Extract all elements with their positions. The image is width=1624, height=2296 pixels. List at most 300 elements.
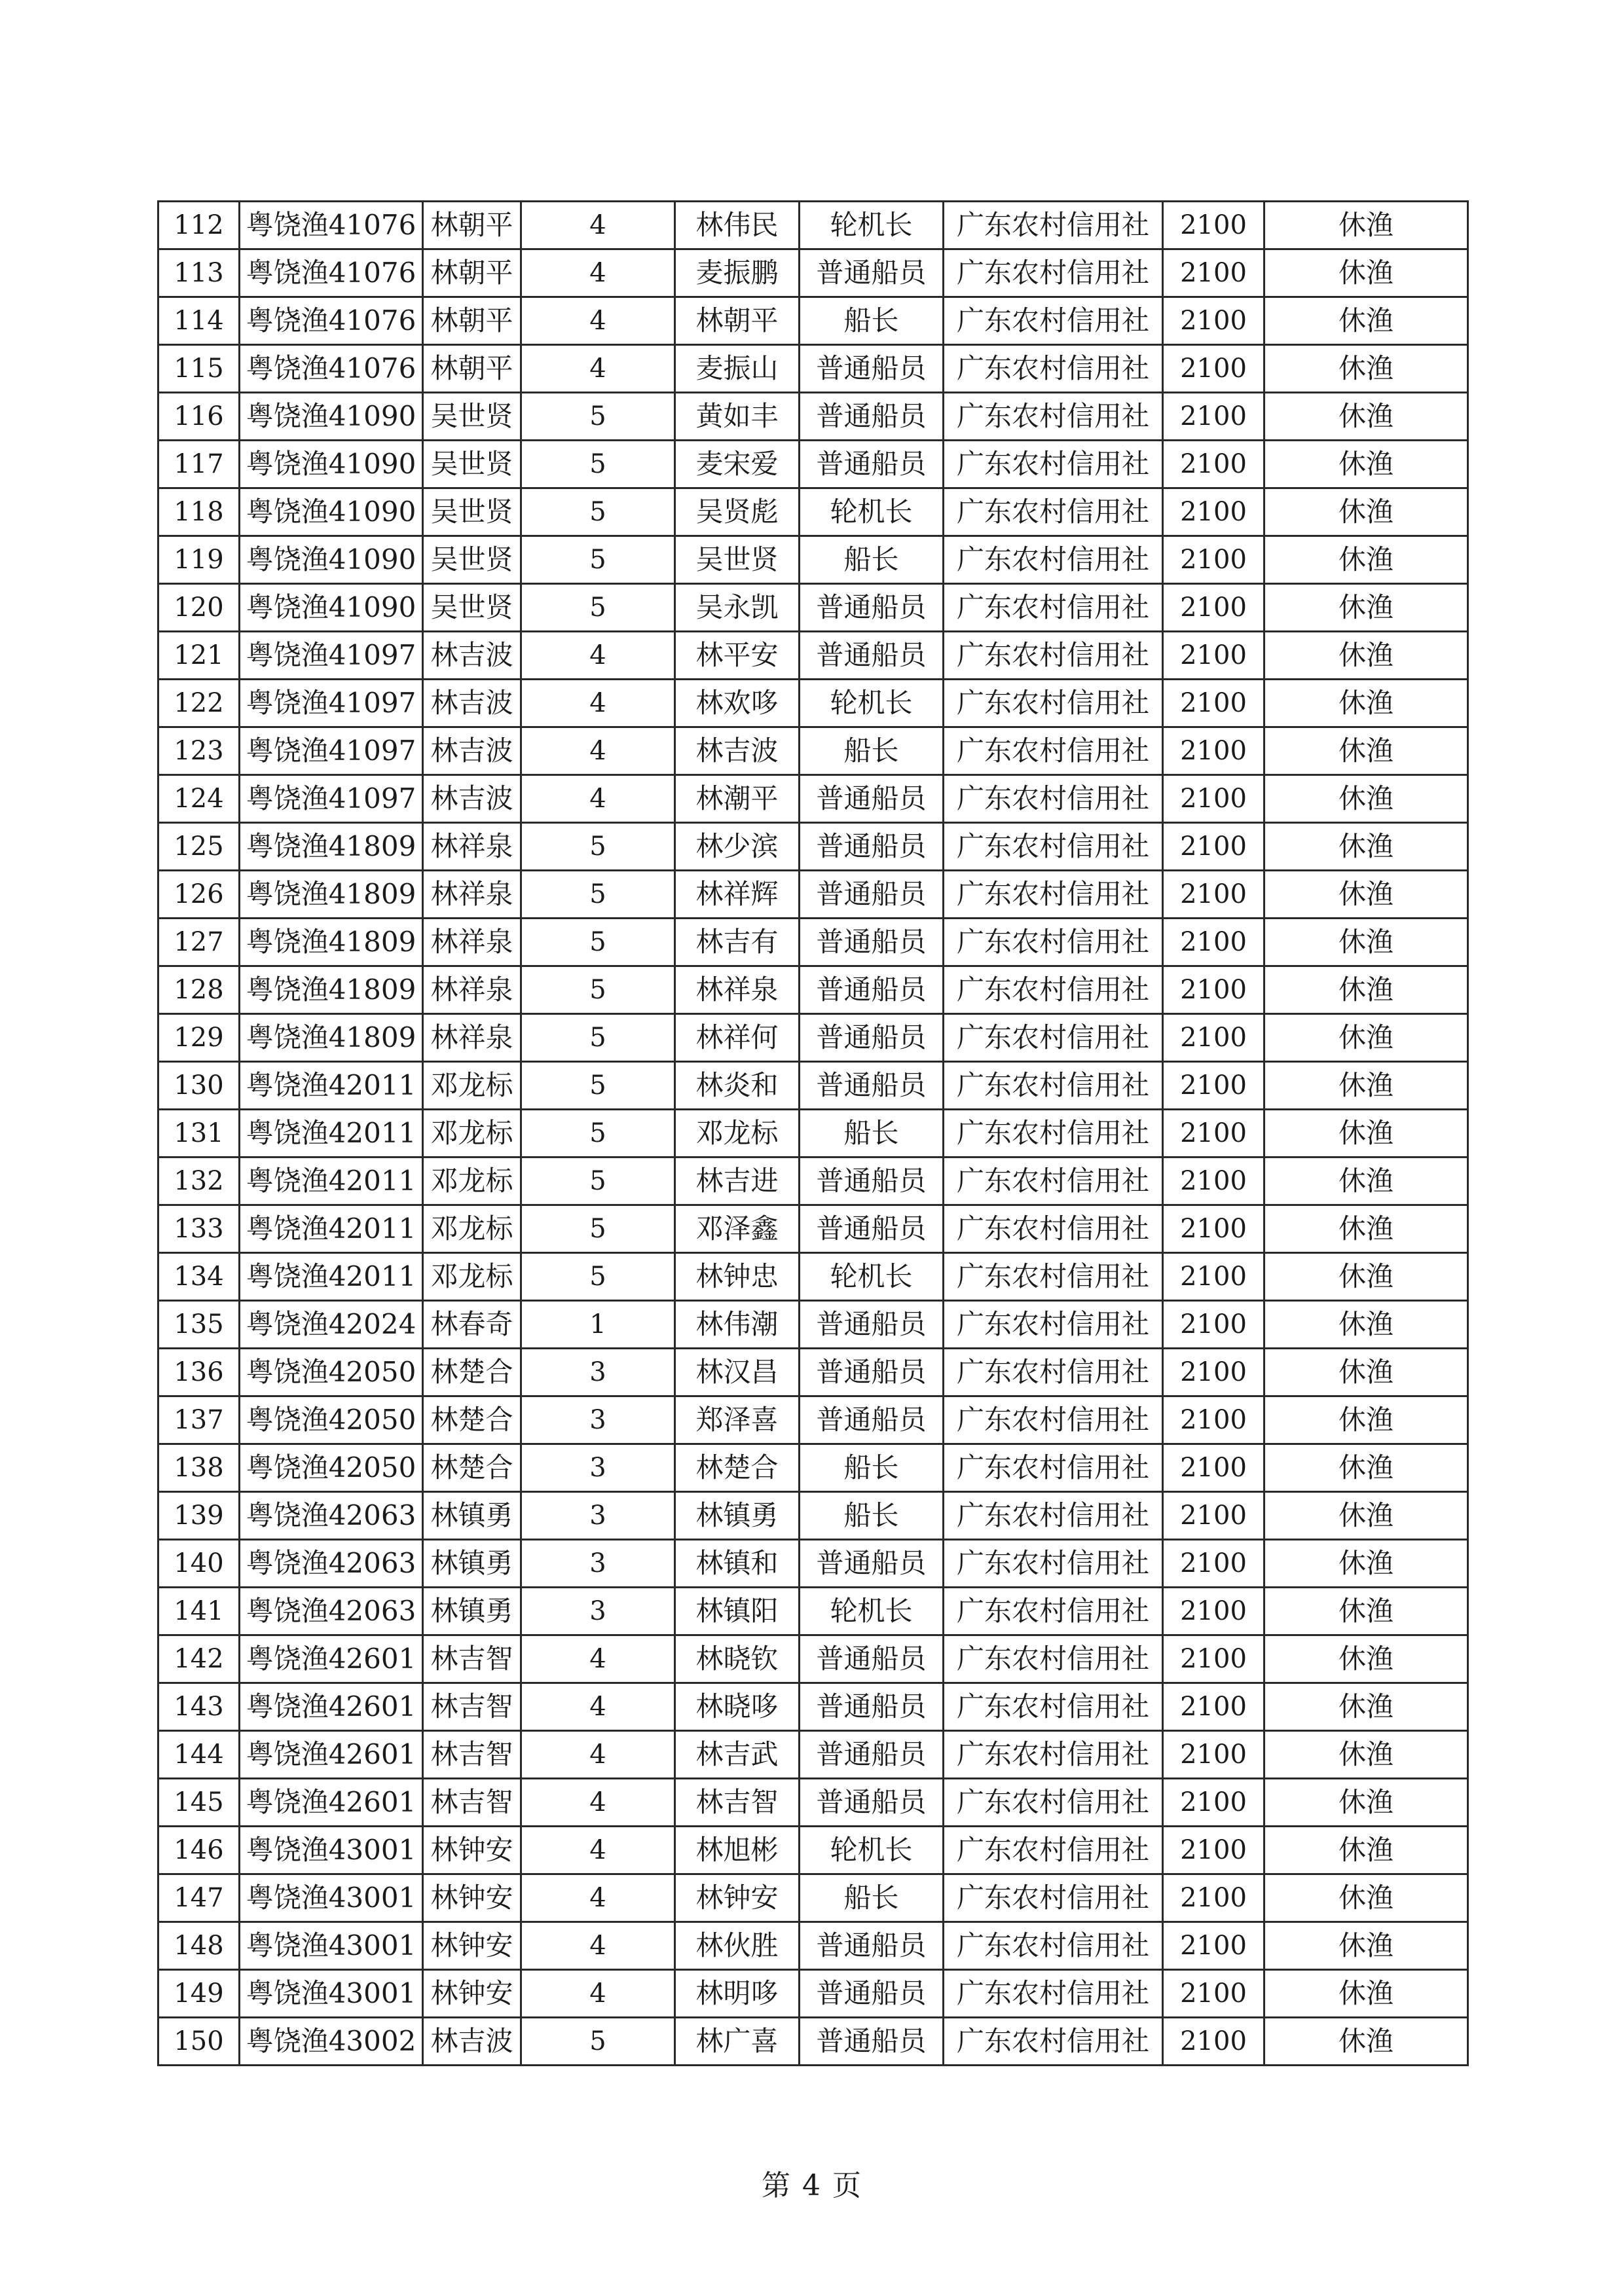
vessel-number-cell: 粤饶渔41076 [240, 249, 423, 297]
vessel-owner-cell: 吴世贤 [423, 536, 521, 584]
crew-count-cell: 5 [521, 966, 675, 1014]
table-row [158, 632, 1468, 680]
vessel-owner-cell: 林吉波 [423, 2018, 521, 2066]
amount-cell: 2100 [1163, 1014, 1264, 1062]
bank-cell: 广东农村信用社 [944, 1540, 1163, 1588]
bank-cell: 广东农村信用社 [944, 2018, 1163, 2066]
amount-cell: 2100 [1163, 202, 1264, 249]
amount-cell: 2100 [1163, 393, 1264, 441]
table-row [158, 1157, 1468, 1205]
crew-name-cell: 林少滨 [675, 823, 800, 871]
amount-cell: 2100 [1163, 1396, 1264, 1444]
crew-count-cell: 3 [521, 1349, 675, 1396]
crew-name-cell: 吴世贤 [675, 536, 800, 584]
bank-cell: 广东农村信用社 [944, 584, 1163, 632]
bank-cell: 广东农村信用社 [944, 1205, 1163, 1253]
row-number-cell: 147 [158, 1874, 240, 1922]
row-number-cell: 127 [158, 919, 240, 966]
crew-role-cell: 轮机长 [800, 488, 944, 536]
crew-role-cell: 普通船员 [800, 393, 944, 441]
row-number-cell: 131 [158, 1110, 240, 1157]
vessel-number-cell: 粤饶渔41076 [240, 297, 423, 345]
crew-name-cell: 林平安 [675, 632, 800, 680]
amount-cell: 2100 [1163, 584, 1264, 632]
bank-cell: 广东农村信用社 [944, 1444, 1163, 1492]
table-row [158, 1970, 1468, 2018]
amount-cell: 2100 [1163, 680, 1264, 727]
subsidy-type-cell: 休渔 [1264, 1922, 1468, 1970]
amount-cell: 2100 [1163, 1062, 1264, 1110]
amount-cell: 2100 [1163, 1874, 1264, 1922]
crew-name-cell: 林吉波 [675, 727, 800, 775]
crew-role-cell: 普通船员 [800, 1731, 944, 1779]
amount-cell: 2100 [1163, 1779, 1264, 1827]
bank-cell: 广东农村信用社 [944, 1157, 1163, 1205]
subsidy-type-cell: 休渔 [1264, 1205, 1468, 1253]
vessel-number-cell: 粤饶渔42063 [240, 1588, 423, 1635]
vessel-number-cell: 粤饶渔42011 [240, 1110, 423, 1157]
crew-role-cell: 普通船员 [800, 1635, 944, 1683]
crew-count-cell: 5 [521, 1062, 675, 1110]
table-row [158, 202, 1468, 249]
row-number-cell: 145 [158, 1779, 240, 1827]
table-row [158, 441, 1468, 488]
vessel-owner-cell: 邓龙标 [423, 1253, 521, 1301]
crew-name-cell: 邓龙标 [675, 1110, 800, 1157]
row-number-cell: 134 [158, 1253, 240, 1301]
crew-role-cell: 普通船员 [800, 1779, 944, 1827]
vessel-number-cell: 粤饶渔42601 [240, 1779, 423, 1827]
amount-cell: 2100 [1163, 1540, 1264, 1588]
crew-count-cell: 5 [521, 2018, 675, 2066]
subsidy-type-cell: 休渔 [1264, 919, 1468, 966]
crew-role-cell: 轮机长 [800, 1253, 944, 1301]
vessel-number-cell: 粤饶渔41809 [240, 919, 423, 966]
vessel-number-cell: 粤饶渔41090 [240, 488, 423, 536]
row-number-cell: 125 [158, 823, 240, 871]
table-row [158, 919, 1468, 966]
amount-cell: 2100 [1163, 1205, 1264, 1253]
vessel-owner-cell: 林钟安 [423, 1922, 521, 1970]
vessel-number-cell: 粤饶渔41076 [240, 202, 423, 249]
crew-count-cell: 5 [521, 536, 675, 584]
vessel-number-cell: 粤饶渔42050 [240, 1349, 423, 1396]
crew-role-cell: 船长 [800, 536, 944, 584]
row-number-cell: 129 [158, 1014, 240, 1062]
subsidy-type-cell: 休渔 [1264, 1396, 1468, 1444]
table-row [158, 1635, 1468, 1683]
crew-name-cell: 林伙胜 [675, 1922, 800, 1970]
bank-cell: 广东农村信用社 [944, 823, 1163, 871]
crew-role-cell: 船长 [800, 1492, 944, 1540]
subsidy-type-cell: 休渔 [1264, 1157, 1468, 1205]
crew-name-cell: 麦振山 [675, 345, 800, 393]
vessel-owner-cell: 林祥泉 [423, 1014, 521, 1062]
vessel-number-cell: 粤饶渔42011 [240, 1205, 423, 1253]
crew-name-cell: 林潮平 [675, 775, 800, 823]
amount-cell: 2100 [1163, 1683, 1264, 1731]
row-number-cell: 133 [158, 1205, 240, 1253]
crew-count-cell: 4 [521, 249, 675, 297]
amount-cell: 2100 [1163, 441, 1264, 488]
vessel-number-cell: 粤饶渔41090 [240, 536, 423, 584]
subsidy-type-cell: 休渔 [1264, 966, 1468, 1014]
vessel-number-cell: 粤饶渔41809 [240, 1014, 423, 1062]
crew-count-cell: 1 [521, 1301, 675, 1349]
crew-role-cell: 普通船员 [800, 871, 944, 919]
crew-count-cell: 3 [521, 1540, 675, 1588]
subsidy-type-cell: 休渔 [1264, 871, 1468, 919]
crew-role-cell: 船长 [800, 1874, 944, 1922]
table-row [158, 584, 1468, 632]
vessel-number-cell: 粤饶渔42050 [240, 1396, 423, 1444]
vessel-number-cell: 粤饶渔41097 [240, 632, 423, 680]
row-number-cell: 139 [158, 1492, 240, 1540]
bank-cell: 广东农村信用社 [944, 536, 1163, 584]
amount-cell: 2100 [1163, 1444, 1264, 1492]
table-row [158, 1683, 1468, 1731]
subsidy-type-cell: 休渔 [1264, 1540, 1468, 1588]
crew-count-cell: 5 [521, 488, 675, 536]
amount-cell: 2100 [1163, 249, 1264, 297]
row-number-cell: 116 [158, 393, 240, 441]
table-row [158, 536, 1468, 584]
vessel-owner-cell: 林朝平 [423, 297, 521, 345]
vessel-number-cell: 粤饶渔41090 [240, 441, 423, 488]
subsidy-type-cell: 休渔 [1264, 823, 1468, 871]
vessel-owner-cell: 吴世贤 [423, 393, 521, 441]
crew-role-cell: 轮机长 [800, 680, 944, 727]
vessel-owner-cell: 林春奇 [423, 1301, 521, 1349]
vessel-owner-cell: 林祥泉 [423, 823, 521, 871]
crew-name-cell: 麦振鹏 [675, 249, 800, 297]
amount-cell: 2100 [1163, 1157, 1264, 1205]
table-row [158, 1110, 1468, 1157]
amount-cell: 2100 [1163, 871, 1264, 919]
bank-cell: 广东农村信用社 [944, 871, 1163, 919]
crew-name-cell: 林钟忠 [675, 1253, 800, 1301]
subsidy-type-cell: 休渔 [1264, 1683, 1468, 1731]
vessel-owner-cell: 林朝平 [423, 202, 521, 249]
bank-cell: 广东农村信用社 [944, 727, 1163, 775]
bank-cell: 广东农村信用社 [944, 1253, 1163, 1301]
crew-count-cell: 5 [521, 441, 675, 488]
vessel-number-cell: 粤饶渔42024 [240, 1301, 423, 1349]
subsidy-type-cell: 休渔 [1264, 1588, 1468, 1635]
vessel-number-cell: 粤饶渔43001 [240, 1874, 423, 1922]
amount-cell: 2100 [1163, 1635, 1264, 1683]
amount-cell: 2100 [1163, 823, 1264, 871]
crew-name-cell: 林祥辉 [675, 871, 800, 919]
row-number-cell: 143 [158, 1683, 240, 1731]
bank-cell: 广东农村信用社 [944, 1683, 1163, 1731]
crew-count-cell: 5 [521, 1014, 675, 1062]
subsidy-type-cell: 休渔 [1264, 584, 1468, 632]
vessel-number-cell: 粤饶渔41097 [240, 680, 423, 727]
subsidy-type-cell: 休渔 [1264, 1253, 1468, 1301]
row-number-cell: 141 [158, 1588, 240, 1635]
table-row [158, 393, 1468, 441]
crew-count-cell: 5 [521, 823, 675, 871]
table-row [158, 345, 1468, 393]
row-number-cell: 121 [158, 632, 240, 680]
subsidy-type-cell: 休渔 [1264, 1444, 1468, 1492]
vessel-owner-cell: 林吉波 [423, 727, 521, 775]
vessel-number-cell: 粤饶渔41076 [240, 345, 423, 393]
page-number: 第 4 页 [762, 2169, 862, 2202]
crew-name-cell: 郑泽喜 [675, 1396, 800, 1444]
amount-cell: 2100 [1163, 966, 1264, 1014]
subsidy-roster-table [157, 200, 1469, 2066]
crew-name-cell: 麦宋爱 [675, 441, 800, 488]
bank-cell: 广东农村信用社 [944, 1492, 1163, 1540]
vessel-owner-cell: 林楚合 [423, 1444, 521, 1492]
vessel-owner-cell: 林吉智 [423, 1683, 521, 1731]
subsidy-type-cell: 休渔 [1264, 1014, 1468, 1062]
bank-cell: 广东农村信用社 [944, 1588, 1163, 1635]
subsidy-type-cell: 休渔 [1264, 1731, 1468, 1779]
crew-name-cell: 林旭彬 [675, 1827, 800, 1874]
table-row [158, 297, 1468, 345]
row-number-cell: 119 [158, 536, 240, 584]
crew-count-cell: 3 [521, 1588, 675, 1635]
crew-role-cell: 普通船员 [800, 1301, 944, 1349]
crew-name-cell: 林吉武 [675, 1731, 800, 1779]
vessel-number-cell: 粤饶渔42050 [240, 1444, 423, 1492]
vessel-owner-cell: 林朝平 [423, 345, 521, 393]
vessel-owner-cell: 林祥泉 [423, 919, 521, 966]
bank-cell: 广东农村信用社 [944, 1301, 1163, 1349]
vessel-number-cell: 粤饶渔42063 [240, 1492, 423, 1540]
crew-role-cell: 轮机长 [800, 1827, 944, 1874]
crew-count-cell: 4 [521, 1779, 675, 1827]
vessel-owner-cell: 林钟安 [423, 1827, 521, 1874]
crew-role-cell: 普通船员 [800, 1014, 944, 1062]
vessel-owner-cell: 林钟安 [423, 1970, 521, 2018]
subsidy-type-cell: 休渔 [1264, 202, 1468, 249]
row-number-cell: 146 [158, 1827, 240, 1874]
bank-cell: 广东农村信用社 [944, 1349, 1163, 1396]
crew-count-cell: 4 [521, 202, 675, 249]
crew-name-cell: 邓泽鑫 [675, 1205, 800, 1253]
row-number-cell: 132 [158, 1157, 240, 1205]
subsidy-type-cell: 休渔 [1264, 680, 1468, 727]
crew-count-cell: 4 [521, 1635, 675, 1683]
subsidy-type-cell: 休渔 [1264, 1110, 1468, 1157]
amount-cell: 2100 [1163, 1922, 1264, 1970]
row-number-cell: 142 [158, 1635, 240, 1683]
crew-role-cell: 普通船员 [800, 1062, 944, 1110]
subsidy-type-cell: 休渔 [1264, 345, 1468, 393]
vessel-owner-cell: 林祥泉 [423, 966, 521, 1014]
crew-name-cell: 林晓哆 [675, 1683, 800, 1731]
table-row [158, 488, 1468, 536]
crew-count-cell: 4 [521, 1827, 675, 1874]
vessel-number-cell: 粤饶渔42601 [240, 1731, 423, 1779]
subsidy-type-cell: 休渔 [1264, 727, 1468, 775]
crew-count-cell: 4 [521, 345, 675, 393]
roster-body [158, 202, 1468, 2066]
crew-name-cell: 吴永凯 [675, 584, 800, 632]
crew-name-cell: 林吉智 [675, 1779, 800, 1827]
bank-cell: 广东农村信用社 [944, 1779, 1163, 1827]
row-number-cell: 137 [158, 1396, 240, 1444]
vessel-owner-cell: 林镇勇 [423, 1492, 521, 1540]
crew-count-cell: 4 [521, 727, 675, 775]
row-number-cell: 130 [158, 1062, 240, 1110]
amount-cell: 2100 [1163, 1301, 1264, 1349]
vessel-number-cell: 粤饶渔43001 [240, 1827, 423, 1874]
table-row [158, 249, 1468, 297]
crew-name-cell: 林炎和 [675, 1062, 800, 1110]
row-number-cell: 126 [158, 871, 240, 919]
table-row [158, 966, 1468, 1014]
table-row [158, 1827, 1468, 1874]
table-row [158, 680, 1468, 727]
vessel-owner-cell: 林吉智 [423, 1635, 521, 1683]
table-row [158, 1062, 1468, 1110]
subsidy-type-cell: 休渔 [1264, 297, 1468, 345]
vessel-owner-cell: 林钟安 [423, 1874, 521, 1922]
table-row [158, 1779, 1468, 1827]
amount-cell: 2100 [1163, 727, 1264, 775]
bank-cell: 广东农村信用社 [944, 249, 1163, 297]
amount-cell: 2100 [1163, 1349, 1264, 1396]
amount-cell: 2100 [1163, 488, 1264, 536]
crew-count-cell: 4 [521, 297, 675, 345]
vessel-number-cell: 粤饶渔42011 [240, 1157, 423, 1205]
amount-cell: 2100 [1163, 297, 1264, 345]
crew-name-cell: 林朝平 [675, 297, 800, 345]
crew-role-cell: 普通船员 [800, 1922, 944, 1970]
table-row [158, 1922, 1468, 1970]
row-number-cell: 140 [158, 1540, 240, 1588]
vessel-owner-cell: 林吉波 [423, 632, 521, 680]
subsidy-type-cell: 休渔 [1264, 632, 1468, 680]
row-number-cell: 149 [158, 1970, 240, 2018]
crew-role-cell: 普通船员 [800, 823, 944, 871]
amount-cell: 2100 [1163, 1970, 1264, 2018]
vessel-owner-cell: 林祥泉 [423, 871, 521, 919]
crew-count-cell: 3 [521, 1492, 675, 1540]
bank-cell: 广东农村信用社 [944, 1827, 1163, 1874]
table-row [158, 1731, 1468, 1779]
row-number-cell: 117 [158, 441, 240, 488]
vessel-owner-cell: 林朝平 [423, 249, 521, 297]
vessel-owner-cell: 林镇勇 [423, 1588, 521, 1635]
bank-cell: 广东农村信用社 [944, 775, 1163, 823]
crew-role-cell: 普通船员 [800, 249, 944, 297]
crew-role-cell: 普通船员 [800, 1540, 944, 1588]
row-number-cell: 112 [158, 202, 240, 249]
vessel-number-cell: 粤饶渔42601 [240, 1635, 423, 1683]
crew-count-cell: 4 [521, 632, 675, 680]
amount-cell: 2100 [1163, 1110, 1264, 1157]
row-number-cell: 122 [158, 680, 240, 727]
vessel-owner-cell: 吴世贤 [423, 441, 521, 488]
vessel-number-cell: 粤饶渔41809 [240, 823, 423, 871]
crew-role-cell: 普通船员 [800, 1970, 944, 2018]
vessel-number-cell: 粤饶渔43001 [240, 1970, 423, 2018]
table-row [158, 1301, 1468, 1349]
subsidy-type-cell: 休渔 [1264, 1970, 1468, 2018]
subsidy-type-cell: 休渔 [1264, 1635, 1468, 1683]
crew-name-cell: 林吉有 [675, 919, 800, 966]
row-number-cell: 120 [158, 584, 240, 632]
crew-name-cell: 林吉进 [675, 1157, 800, 1205]
vessel-owner-cell: 林楚合 [423, 1396, 521, 1444]
table-row [158, 1444, 1468, 1492]
crew-name-cell: 林镇阳 [675, 1588, 800, 1635]
table-row [158, 1588, 1468, 1635]
crew-count-cell: 5 [521, 871, 675, 919]
crew-name-cell: 林祥泉 [675, 966, 800, 1014]
subsidy-type-cell: 休渔 [1264, 1827, 1468, 1874]
subsidy-type-cell: 休渔 [1264, 1779, 1468, 1827]
crew-count-cell: 4 [521, 1970, 675, 2018]
subsidy-type-cell: 休渔 [1264, 775, 1468, 823]
bank-cell: 广东农村信用社 [944, 297, 1163, 345]
bank-cell: 广东农村信用社 [944, 345, 1163, 393]
bank-cell: 广东农村信用社 [944, 202, 1163, 249]
vessel-owner-cell: 林镇勇 [423, 1540, 521, 1588]
table-row [158, 1205, 1468, 1253]
subsidy-type-cell: 休渔 [1264, 1062, 1468, 1110]
bank-cell: 广东农村信用社 [944, 441, 1163, 488]
vessel-owner-cell: 林楚合 [423, 1349, 521, 1396]
table-row [158, 1349, 1468, 1396]
table-row [158, 1396, 1468, 1444]
crew-count-cell: 5 [521, 584, 675, 632]
bank-cell: 广东农村信用社 [944, 1970, 1163, 2018]
subsidy-type-cell: 休渔 [1264, 441, 1468, 488]
subsidy-type-cell: 休渔 [1264, 488, 1468, 536]
vessel-owner-cell: 邓龙标 [423, 1062, 521, 1110]
vessel-owner-cell: 邓龙标 [423, 1110, 521, 1157]
crew-role-cell: 普通船员 [800, 345, 944, 393]
crew-role-cell: 船长 [800, 1110, 944, 1157]
bank-cell: 广东农村信用社 [944, 1874, 1163, 1922]
vessel-owner-cell: 吴世贤 [423, 584, 521, 632]
amount-cell: 2100 [1163, 632, 1264, 680]
vessel-owner-cell: 林吉智 [423, 1779, 521, 1827]
row-number-cell: 113 [158, 249, 240, 297]
amount-cell: 2100 [1163, 1253, 1264, 1301]
vessel-number-cell: 粤饶渔41809 [240, 966, 423, 1014]
amount-cell: 2100 [1163, 536, 1264, 584]
crew-role-cell: 普通船员 [800, 966, 944, 1014]
subsidy-type-cell: 休渔 [1264, 393, 1468, 441]
amount-cell: 2100 [1163, 775, 1264, 823]
crew-role-cell: 船长 [800, 727, 944, 775]
vessel-owner-cell: 林吉波 [423, 775, 521, 823]
bank-cell: 广东农村信用社 [944, 1922, 1163, 1970]
subsidy-type-cell: 休渔 [1264, 249, 1468, 297]
bank-cell: 广东农村信用社 [944, 488, 1163, 536]
bank-cell: 广东农村信用社 [944, 680, 1163, 727]
bank-cell: 广东农村信用社 [944, 393, 1163, 441]
bank-cell: 广东农村信用社 [944, 1014, 1163, 1062]
crew-role-cell: 普通船员 [800, 2018, 944, 2066]
vessel-owner-cell: 邓龙标 [423, 1205, 521, 1253]
crew-name-cell: 林镇和 [675, 1540, 800, 1588]
crew-role-cell: 普通船员 [800, 441, 944, 488]
table-row [158, 1014, 1468, 1062]
row-number-cell: 115 [158, 345, 240, 393]
bank-cell: 广东农村信用社 [944, 1396, 1163, 1444]
crew-role-cell: 普通船员 [800, 584, 944, 632]
crew-count-cell: 4 [521, 1731, 675, 1779]
